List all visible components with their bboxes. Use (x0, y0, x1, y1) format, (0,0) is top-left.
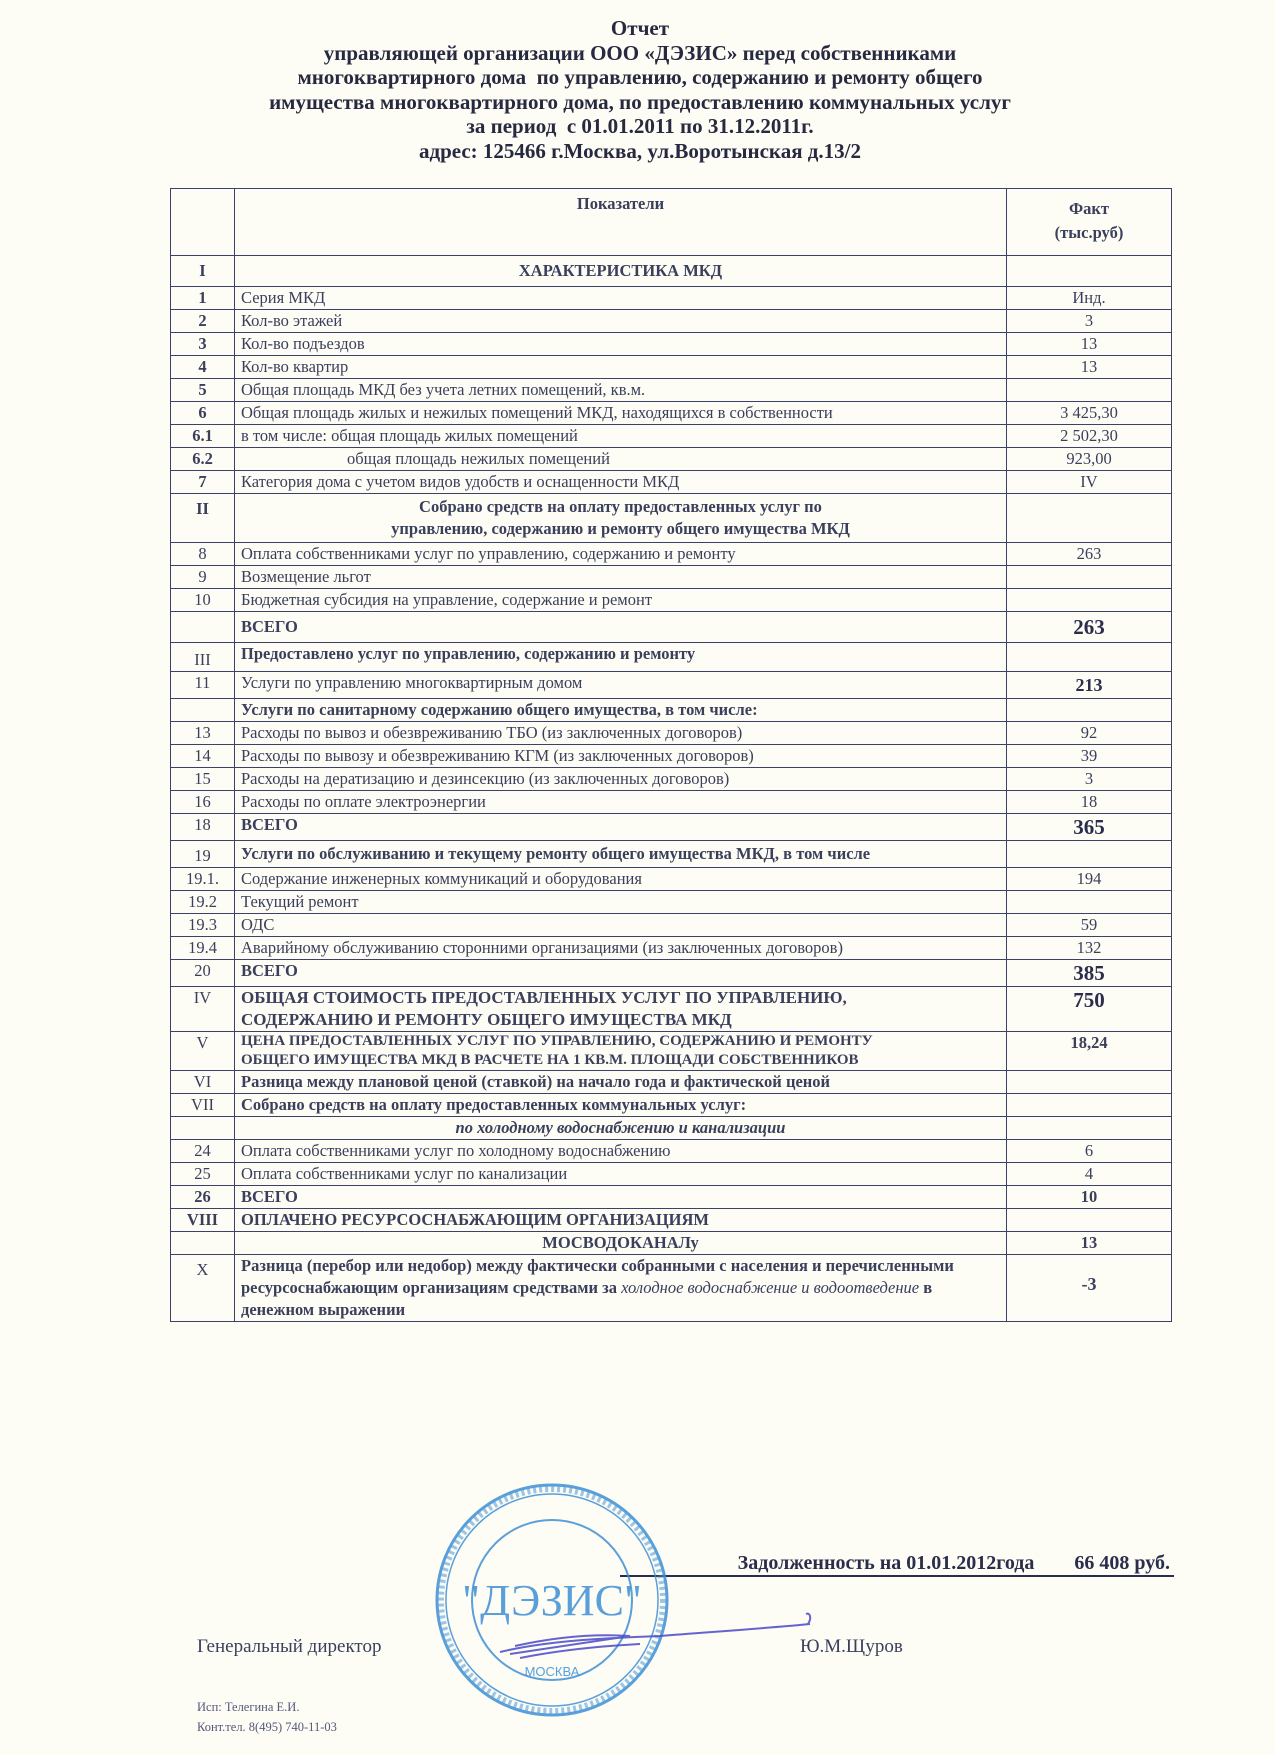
row-name: общая площадь нежилых помещений (235, 448, 1007, 471)
section-row (171, 1032, 1172, 1071)
section-value (1007, 643, 1172, 672)
row-name: Услуги по обслуживанию и текущему ремонту общего имущества МКД, в том числе (235, 841, 1007, 868)
section-title: Предоставлено услуг по управлению, содержанию и ремонту (235, 643, 1007, 672)
table-row (171, 379, 1172, 402)
header-indicators: Показатели (235, 189, 1007, 256)
section-row (171, 494, 1172, 543)
row-number: 14 (171, 745, 235, 768)
title-line: многоквартирного дома по управлению, содержанию и ремонту общего (297, 65, 983, 89)
row-number: 10 (171, 589, 235, 612)
section-title: ОБЩАЯ СТОИМОСТЬ ПРЕДОСТАВЛЕННЫХ УСЛУГ ПО УПРАВЛЕНИЮ, СОДЕРЖАНИЮ И РЕМОНТУ ОБЩЕГО ИМУЩЕСТВА МКД (235, 987, 1007, 1032)
row-number (171, 699, 235, 722)
executor-phone: Конт.тел. 8(495) 740-11-03 (197, 1720, 337, 1734)
table-row (171, 310, 1172, 333)
row-number: 11 (171, 672, 235, 699)
signature-role: Генеральный директор (197, 1636, 382, 1657)
row-number: 6 (171, 402, 235, 425)
total-value: 10 (1007, 1186, 1172, 1209)
collected-rows (171, 543, 1172, 612)
row-number (171, 1117, 235, 1140)
total-row (171, 960, 1172, 987)
executor-name: Исп: Телегина Е.И. (197, 1700, 300, 1714)
row-value: IV (1007, 471, 1172, 494)
row-name: Расходы на дератизацию и дезинсекцию (из заключенных договоров) (235, 768, 1007, 791)
row-name: Аварийному обслуживанию сторонними организациями (из заключенных договоров) (235, 937, 1007, 960)
row-value (1007, 379, 1172, 402)
table-row (171, 287, 1172, 310)
table-row (171, 914, 1172, 937)
total-label: ВСЕГО (235, 612, 1007, 643)
row-name: МОСВОДОКАНАЛу (235, 1232, 1007, 1255)
table-row (171, 768, 1172, 791)
row-number: 19.3 (171, 914, 235, 937)
row-value (1007, 589, 1172, 612)
section-title-line: управлению, содержанию и ремонту общего имущества МКД (391, 519, 850, 538)
table-row (171, 745, 1172, 768)
table-row (171, 868, 1172, 891)
row-name: Услуги по управлению многоквартирным домом (235, 672, 1007, 699)
row-number: 16 (171, 791, 235, 814)
table-row (171, 543, 1172, 566)
row-name: Общая площадь жилых и нежилых помещений МКД, находящихся в собственности (235, 402, 1007, 425)
row-name: Бюджетная субсидия на управление, содержание и ремонт (235, 589, 1007, 612)
section-row (171, 643, 1172, 672)
section-row (171, 256, 1172, 287)
report-table (170, 188, 1172, 1322)
section-title-line: Собрано средств на оплату предоставленных услуг по (419, 497, 822, 516)
table-row (171, 1163, 1172, 1186)
header-fact-line2: (тыс.руб) (1054, 223, 1124, 242)
section-number: II (171, 494, 235, 543)
cold-water-subtitle: по холодному водоснабжению и канализации (235, 1117, 1007, 1140)
row-name: Содержание инженерных коммуникаций и оборудования (235, 868, 1007, 891)
section-title (235, 1255, 1007, 1322)
section-row (171, 1071, 1172, 1094)
report-title (150, 16, 1130, 163)
row-number: 19 (171, 841, 235, 868)
section-row (171, 1094, 1172, 1117)
row-value (1007, 699, 1172, 722)
total-row (171, 612, 1172, 643)
row-number: 5 (171, 379, 235, 402)
row-value: 13 (1007, 333, 1172, 356)
row-number (171, 612, 235, 643)
section-value (1007, 1209, 1172, 1232)
row-name: Расходы по оплате электроэнергии (235, 791, 1007, 814)
table-row (171, 891, 1172, 914)
row-number: 2 (171, 310, 235, 333)
row-number: 3 (171, 333, 235, 356)
section-number: IV (171, 987, 235, 1032)
section-number: III (171, 643, 235, 672)
row-value: 39 (1007, 745, 1172, 768)
row-value: 213 (1007, 672, 1172, 699)
row-name: Оплата собственниками услуг по управлению, содержанию и ремонту (235, 543, 1007, 566)
row-value: 3 425,30 (1007, 402, 1172, 425)
table-row (171, 791, 1172, 814)
total-label: ВСЕГО (235, 960, 1007, 987)
stamp-center-text: "ДЭЗИС" (462, 1576, 642, 1625)
title-line-address: адрес: 125466 г.Москва, ул.Воротынская д.13/2 (418, 138, 862, 163)
subsection-row (171, 841, 1172, 868)
row-value: 92 (1007, 722, 1172, 745)
row-value: 3 (1007, 768, 1172, 791)
table-row (171, 425, 1172, 448)
total-row (171, 1186, 1172, 1209)
section-row (171, 987, 1172, 1032)
maintenance-rows (171, 868, 1172, 960)
debt-line (620, 1552, 1174, 1577)
row-value (1007, 841, 1172, 868)
header-fact-line1: Факт (1068, 199, 1110, 218)
section-title-part: в денежном выражении (241, 1278, 933, 1319)
row-number: 26 (171, 1186, 235, 1209)
title-line: за период с 01.01.2011 по 31.12.2011г. (466, 114, 814, 138)
table-row (171, 672, 1172, 699)
row-number: 4 (171, 356, 235, 379)
section-value (1007, 256, 1172, 287)
table-header-row (171, 189, 1172, 256)
row-number: 20 (171, 960, 235, 987)
row-value (1007, 566, 1172, 589)
signature-name: Ю.М.Щуров (800, 1636, 903, 1657)
title-line: имущества многоквартирного дома, по предоставлению коммунальных услуг (269, 89, 1011, 114)
table-row (171, 471, 1172, 494)
executor-info (197, 1697, 337, 1737)
row-name: ОДС (235, 914, 1007, 937)
row-number: 19.1. (171, 868, 235, 891)
row-name: Расходы по вывозу и обезвреживанию КГМ (из заключенных договоров) (235, 745, 1007, 768)
row-name: Кол-во подъездов (235, 333, 1007, 356)
table-row (171, 566, 1172, 589)
section-number: I (171, 256, 235, 287)
total-value: 365 (1007, 814, 1172, 841)
row-name: Общая площадь МКД без учета летних помещений, кв.м. (235, 379, 1007, 402)
row-name: Оплата собственниками услуг по холодному водоснабжению (235, 1140, 1007, 1163)
total-row (171, 814, 1172, 841)
row-number: 24 (171, 1140, 235, 1163)
row-name: Услуги по санитарному содержанию общего имущества, в том числе: (235, 699, 1007, 722)
table-row (171, 1232, 1172, 1255)
services-rows (171, 722, 1172, 814)
section-number: VIII (171, 1209, 235, 1232)
section-title: Собрано средств на оплату предоставленных коммунальных услуг: (235, 1094, 1007, 1117)
row-value: 6 (1007, 1140, 1172, 1163)
subsection-row (171, 1117, 1172, 1140)
section-number: X (171, 1255, 235, 1322)
row-number (171, 1232, 235, 1255)
section-number: V (171, 1032, 235, 1071)
row-name: Возмещение льгот (235, 566, 1007, 589)
row-name: Кол-во этажей (235, 310, 1007, 333)
section-row (171, 1209, 1172, 1232)
row-number: 7 (171, 471, 235, 494)
row-value: 923,00 (1007, 448, 1172, 471)
table-row (171, 937, 1172, 960)
characteristics-rows (171, 287, 1172, 494)
row-number: 25 (171, 1163, 235, 1186)
table-row (171, 402, 1172, 425)
row-number: 6.2 (171, 448, 235, 471)
row-value: Инд. (1007, 287, 1172, 310)
section-value (1007, 1071, 1172, 1094)
table-row (171, 448, 1172, 471)
row-value: 18 (1007, 791, 1172, 814)
row-value: 4 (1007, 1163, 1172, 1186)
row-number: 13 (171, 722, 235, 745)
row-name: Кол-во квартир (235, 356, 1007, 379)
section-title: Разница между плановой ценой (ставкой) на начало года и фактической ценой (235, 1071, 1007, 1094)
table-row (171, 589, 1172, 612)
row-number: 18 (171, 814, 235, 841)
total-value: 385 (1007, 960, 1172, 987)
section-title: ЦЕНА ПРЕДОСТАВЛЕННЫХ УСЛУГ ПО УПРАВЛЕНИЮ, СОДЕРЖАНИЮ И РЕМОНТУ ОБЩЕГО ИМУЩЕСТВА МКД В РАСЧЕТЕ НА 1 КВ.М. ПЛОЩАДИ СОБСТВЕННИКОВ (235, 1032, 1007, 1071)
row-value: 132 (1007, 937, 1172, 960)
section-row (171, 1255, 1172, 1322)
row-value: 3 (1007, 310, 1172, 333)
total-label: ВСЕГО (235, 1186, 1007, 1209)
row-value: 263 (1007, 543, 1172, 566)
table-row (171, 333, 1172, 356)
subsection-row (171, 699, 1172, 722)
debt-value: 66 408 руб. (1074, 1552, 1170, 1574)
row-number: 1 (171, 287, 235, 310)
row-value: 13 (1007, 1232, 1172, 1255)
row-number: 19.2 (171, 891, 235, 914)
table-row (171, 1140, 1172, 1163)
signature-icon (490, 1610, 830, 1670)
row-number: 19.4 (171, 937, 235, 960)
row-name: Серия МКД (235, 287, 1007, 310)
row-value: 59 (1007, 914, 1172, 937)
row-value: 2 502,30 (1007, 425, 1172, 448)
company-stamp-icon (432, 1480, 672, 1720)
table-row (171, 722, 1172, 745)
section-value: 18,24 (1007, 1032, 1172, 1071)
row-name: Текущий ремонт (235, 891, 1007, 914)
row-number: 6.1 (171, 425, 235, 448)
section-title-italic: холодное водоснабжение и водоотведение (621, 1278, 920, 1297)
section-value (1007, 494, 1172, 543)
row-value (1007, 891, 1172, 914)
row-value: 194 (1007, 868, 1172, 891)
section-number: VII (171, 1094, 235, 1117)
section-title-part: Разница (перебор или недобор) между фактически собранными с населения и перечисленными ресурсоснабжающим организациям средствами за (241, 1256, 954, 1297)
section-value: 750 (1007, 987, 1172, 1032)
section-title (235, 494, 1007, 543)
row-value (1007, 1117, 1172, 1140)
utility-rows (171, 1140, 1172, 1186)
section-value (1007, 1094, 1172, 1117)
row-number: 8 (171, 543, 235, 566)
section-title: ОПЛАЧЕНО РЕСУРСОСНАБЖАЮЩИМ ОРГАНИЗАЦИЯМ (235, 1209, 1007, 1232)
debt-label: Задолженность на 01.01.2012года (737, 1552, 1035, 1574)
section-number: VI (171, 1071, 235, 1094)
total-value: 263 (1007, 612, 1172, 643)
row-name: Оплата собственниками услуг по канализации (235, 1163, 1007, 1186)
row-name: Категория дома с учетом видов удобств и оснащенности МКД (235, 471, 1007, 494)
stamp-city: МОСКВА (524, 1664, 580, 1679)
row-number: 15 (171, 768, 235, 791)
row-name: Расходы по вывоз и обезвреживанию ТБО (из заключенных договоров) (235, 722, 1007, 745)
row-name: в том числе: общая площадь жилых помещений (235, 425, 1007, 448)
header-num-cell (171, 189, 235, 256)
header-fact (1007, 189, 1172, 256)
total-label: ВСЕГО (235, 814, 1007, 841)
section-title: ХАРАКТЕРИСТИКА МКД (235, 256, 1007, 287)
section-value: -3 (1007, 1255, 1172, 1322)
title-line: управляющей организации ООО «ДЭЗИС» перед собственниками (323, 40, 957, 65)
row-value: 13 (1007, 356, 1172, 379)
table-row (171, 356, 1172, 379)
row-number: 9 (171, 566, 235, 589)
title-line: Отчет (610, 16, 670, 40)
